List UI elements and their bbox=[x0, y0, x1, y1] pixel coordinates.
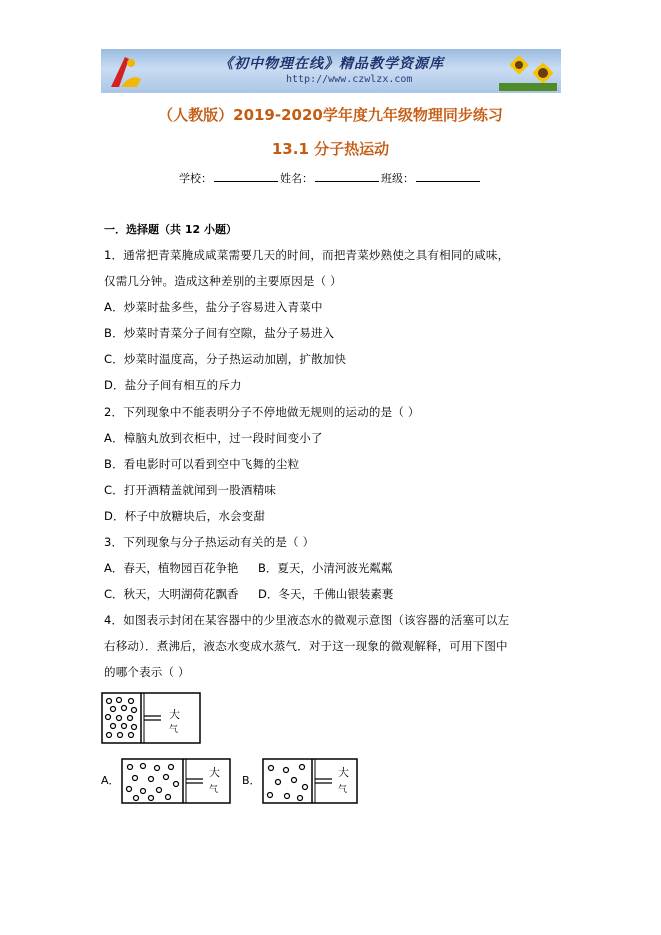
q4-option-a-label: A． bbox=[101, 774, 120, 787]
option-b-air-bottom: 气 bbox=[338, 785, 348, 795]
q1-option-b: B．炒菜时青菜分子间有空隙，盐分子易进入 bbox=[104, 326, 335, 340]
school-label: 学校： bbox=[179, 172, 212, 185]
q3-stem: 3．下列现象与分子热运动有关的是（ ） bbox=[104, 535, 315, 549]
class-field[interactable] bbox=[416, 172, 480, 182]
q2-option-d: D．杯子中放糖块后，水会变甜 bbox=[104, 509, 266, 523]
q2-option-c: C．打开酒精盖就闻到一股酒精味 bbox=[104, 483, 277, 497]
q4-option-a-figure bbox=[121, 758, 231, 804]
q4-option-b-figure bbox=[262, 758, 358, 804]
page-title: （人教版）2019-2020学年度九年级物理同步练习 bbox=[158, 106, 503, 124]
air-label-top: 大 bbox=[169, 708, 180, 721]
banner-url: http://www.czwlzx.com bbox=[286, 74, 413, 85]
class-label: 班级： bbox=[381, 172, 414, 185]
option-a-air-bottom: 气 bbox=[209, 785, 219, 795]
name-label: 姓名： bbox=[280, 172, 313, 185]
liquid-container-diagram bbox=[101, 692, 201, 744]
sunflower-icon bbox=[499, 51, 557, 91]
q3-option-d: D．冬天，千佛山银装素裹 bbox=[258, 587, 394, 601]
q2-option-b: B．看电影时可以看到空中飞舞的尘粒 bbox=[104, 457, 300, 471]
q2-option-a: A．樟脑丸放到衣柜中，过一段时间变小了 bbox=[104, 431, 323, 445]
q3-option-b: B．夏天，小清河波光粼粼 bbox=[258, 561, 393, 575]
school-field[interactable] bbox=[214, 172, 278, 182]
q4-stem-line3: 的哪个表示（ ） bbox=[104, 665, 190, 679]
q1-option-c: C．炒菜时温度高，分子热运动加剧，扩散加快 bbox=[104, 352, 347, 366]
air-label-bottom: 气 bbox=[169, 725, 179, 735]
name-field[interactable] bbox=[315, 172, 379, 182]
site-logo-icon bbox=[107, 53, 143, 89]
q3-options-row2 bbox=[104, 586, 393, 602]
q4-stem-line1: 4．如图表示封闭在某容器中的少里液态水的微观示意图（该容器的活塞可以左 bbox=[104, 613, 510, 627]
q1-stem-line1: 1．通常把青菜腌成咸菜需要几天的时间，而把青菜炒熟使之具有相同的咸味， bbox=[104, 248, 510, 262]
q1-option-a: A．炒菜时盐多些，盐分子容易进入青菜中 bbox=[104, 300, 323, 314]
q3-option-c: C．秋天，大明湖荷花飘香 bbox=[104, 587, 239, 601]
q3-option-a: A．春天，植物园百花争艳 bbox=[104, 561, 239, 575]
q4-liquid-water-figure bbox=[101, 692, 201, 744]
student-info-fields bbox=[0, 170, 661, 186]
q3-options-row1 bbox=[104, 560, 392, 576]
q1-stem-line2: 仅需几分钟。造成这种差别的主要原因是（ ） bbox=[104, 274, 342, 288]
banner-slogan: 《初中物理在线》精品教学资源库 bbox=[219, 56, 444, 72]
header-banner bbox=[101, 49, 561, 93]
option-a-air-top: 大 bbox=[209, 766, 220, 779]
section-heading: 一．选择题（共 12 小题） bbox=[104, 223, 237, 236]
lesson-title: 13.1 分子热运动 bbox=[271, 140, 390, 158]
q1-option-d: D．盐分子间有相互的斥力 bbox=[104, 378, 242, 392]
q4-option-b-label: B． bbox=[242, 774, 261, 787]
q2-stem: 2．下列现象中不能表明分子不停地做无规则的运动的是（ ） bbox=[104, 405, 420, 419]
option-b-air-top: 大 bbox=[338, 766, 349, 779]
q4-stem-line2: 右移动）．煮沸后，液态水变成水蒸气．对于这一现象的微观解释，可用下图中 bbox=[104, 639, 508, 653]
